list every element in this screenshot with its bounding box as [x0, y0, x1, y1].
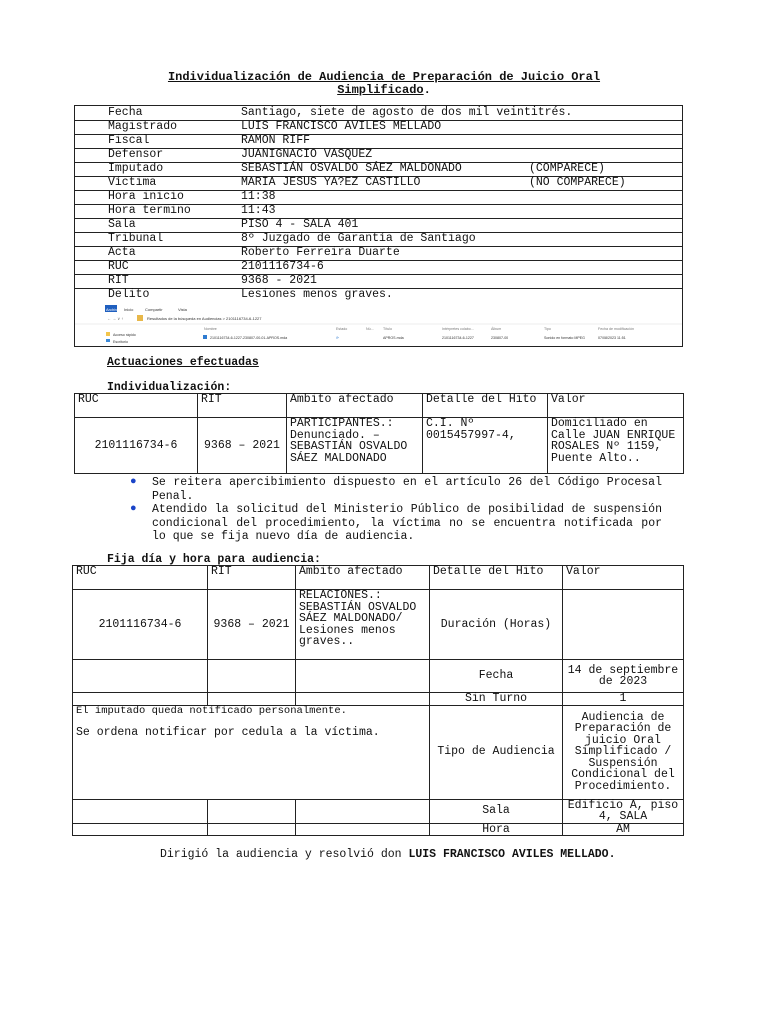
t2-tipo-label: Tipo de Audiencia [430, 705, 563, 799]
info-row [75, 218, 682, 233]
info-row [75, 106, 682, 121]
info-label: Sala [108, 218, 136, 231]
t2-header-ruc: RUC [73, 566, 208, 590]
t2-ambito: RELACIONES.: SEBASTIÁN OSVALDO SÁEZ MALDONADO/ Lesiones menos graves.. [296, 590, 430, 660]
individualizacion-heading: Individualización: [107, 381, 232, 394]
file-title: APROS.mda [383, 336, 404, 340]
footer-text: Dirigió la audiencia y resolvió don [160, 848, 402, 861]
col-nombre: Nombre [204, 327, 217, 331]
footer-judge-name: LUIS FRANCISCO AVILES MELLADO. [408, 848, 616, 861]
info-label: Defensor [108, 148, 164, 161]
file-name: 2101116734-6-1227-230807-00-01-APROS.mda [210, 336, 288, 340]
t2-note-1: El imputado queda notificado personalmente. [76, 704, 347, 717]
t2-empty [296, 693, 430, 706]
info-label: Hora inicio [108, 190, 184, 203]
footer-statement [160, 848, 616, 861]
t2-sin-turno-label: Sin Turno [430, 693, 563, 706]
info-value: RAMON RIFF [241, 134, 311, 147]
info-value: 8º Juzgado de Garantía de Santiago [241, 232, 476, 245]
info-row [75, 204, 682, 219]
info-value: 11:38 [241, 190, 276, 203]
bullet-text-1: Se reitera apercibimiento dispuesto en el artículo 26 del Código Procesal Penal. [152, 476, 662, 503]
t2-empty [73, 660, 208, 693]
info-value: MARIA JESUS YA?EZ CASTILLO [241, 176, 421, 189]
t2-empty [73, 823, 208, 836]
info-row [75, 190, 682, 205]
t1-detalle: C.I. Nº 0015457997-4, [423, 418, 548, 474]
t2-empty [296, 823, 430, 836]
explorer-desktop: Escritorio [113, 340, 128, 344]
t2-sin-turno-value: 1 [563, 693, 684, 706]
info-row [75, 134, 682, 149]
file-type: Sonido en formato MPEG [544, 336, 585, 340]
col-album: Álbum [491, 327, 502, 331]
info-label: Fiscal [108, 134, 150, 147]
t2-rit: 9368 – 2021 [208, 590, 296, 660]
bullet-list [130, 476, 662, 544]
t2-tipo-value: Audiencia de Preparación de juicio Oral Simplificado / Suspensión Condicional del Procedimiento. [563, 705, 684, 799]
document-title [0, 71, 768, 97]
bullet-item [130, 476, 662, 503]
t1-ambito: PARTICIPANTES.: Denunciado. – SEBASTIÁN OSVALDO SÁEZ MALDONADO [287, 418, 423, 474]
info-row [75, 120, 682, 135]
info-value: 11:43 [241, 204, 276, 217]
t2-empty [73, 799, 208, 823]
info-label: RUC [108, 260, 129, 273]
t2-empty [208, 693, 296, 706]
info-value: Roberto Ferreira Duarte [241, 246, 400, 259]
title-line-1: Individualización de Audiencia de Preparación de Juicio Oral [167, 70, 601, 84]
hearing-info-box [74, 105, 683, 347]
col-titulo: Título [383, 327, 392, 331]
info-row [75, 148, 682, 163]
title-line-2: Simplificado [337, 83, 424, 97]
t2-header-ambito: Ambito afectado [296, 566, 430, 590]
info-row [75, 288, 682, 303]
explorer-image [75, 302, 682, 346]
info-value: PISO 4 - SALA 401 [241, 218, 359, 231]
explorer-file-tab: Archivo [106, 307, 120, 312]
file-explorer-screenshot [75, 302, 682, 346]
info-value: 2101116734-6 [241, 260, 324, 273]
info-label: RIT [108, 274, 129, 287]
info-value: 9368 - 2021 [241, 274, 317, 287]
title-period: . [423, 83, 431, 97]
col-numero: Nú... [366, 327, 374, 331]
info-label: Fecha [108, 106, 143, 119]
t2-duracion-value [563, 590, 684, 660]
t2-notes [73, 705, 430, 799]
col-tipo: Tipo [544, 327, 551, 331]
info-value: SEBASTIÁN OSVALDO SÁEZ MALDONADO [241, 162, 462, 175]
info-label: Magistrado [108, 120, 178, 133]
t1-valor: Domiciliado en Calle JUAN ENRIQUE ROSALES Nº 1159, Puente Alto.. [548, 418, 684, 474]
explorer-tab-inicio: Inicio [124, 307, 134, 312]
col-interpretes: Intérpretes colabo... [442, 327, 474, 331]
info-label: Acta [108, 246, 136, 259]
t1-header-detalle: Detalle del Hito [423, 394, 548, 418]
bullet-dot-icon: ● [130, 476, 137, 488]
bullet-item [130, 503, 662, 544]
t2-empty [208, 799, 296, 823]
info-label: Tribunal [108, 232, 164, 245]
bullet-dot-icon: ● [130, 503, 137, 515]
t1-header-ruc: RUC [75, 394, 198, 418]
t2-empty [73, 693, 208, 706]
t1-ruc: 2101116734-6 [75, 418, 198, 474]
info-row [75, 176, 682, 191]
fija-heading: Fija día y hora para audiencia: [107, 553, 321, 566]
t2-ruc: 2101116734-6 [73, 590, 208, 660]
info-row [75, 232, 682, 247]
info-value: Santiago, siete de agosto de dos mil veintitrés. [241, 106, 573, 119]
t1-header-rit: RIT [198, 394, 287, 418]
explorer-quick-access: Acceso rápido [113, 333, 136, 337]
info-status: (COMPARECE) [529, 162, 605, 175]
t2-header-valor: Valor [563, 566, 684, 590]
bullet-text-2: Atendido la solicitud del Ministerio Público de posibilidad de suspensión condicional del procedimiento, la víctima no se encuentra notificada por lo que se fija nuevo día de audiencia. [152, 503, 662, 543]
star-icon [106, 332, 110, 336]
explorer-path: Resultados de la búsqueda en Audiencias > 2101116734-6-1227 [147, 316, 262, 321]
t1-header-ambito: Ambito afectado [287, 394, 423, 418]
info-row [75, 274, 682, 289]
t2-fecha-label: Fecha [430, 660, 563, 693]
info-row [75, 162, 682, 177]
t2-empty [208, 823, 296, 836]
info-status: (NO COMPARECE) [529, 176, 626, 189]
t2-sala-value: Edificio A, piso 4, SALA [563, 799, 684, 823]
t2-fecha-value: 14 de septiembre de 2023 [563, 660, 684, 693]
info-value: Lesiones menos graves. [241, 288, 393, 301]
col-fecha: Fecha de modificación [598, 327, 634, 331]
info-value: LUIS FRANCISCO AVILES MELLADO [241, 120, 442, 133]
info-row [75, 246, 682, 261]
t2-empty [208, 660, 296, 693]
folder-icon [137, 315, 143, 321]
file-artist: 2101116734-6-1227 [442, 336, 474, 340]
actuaciones-heading: Actuaciones efectuadas [107, 356, 259, 369]
t2-header-rit: RIT [208, 566, 296, 590]
t2-duracion: Duración (Horas) [430, 590, 563, 660]
t1-header-valor: Valor [548, 394, 684, 418]
t2-header-detalle: Detalle del Hito [430, 566, 563, 590]
t2-hora-label: Hora [430, 823, 563, 836]
audio-file-icon [203, 335, 207, 339]
explorer-tab-compartir: Compartir [145, 307, 163, 312]
file-album: 230807-00 [491, 336, 509, 340]
individualizacion-table [74, 393, 684, 474]
explorer-nav-arrows: ← → ∨ ↑ [107, 316, 124, 321]
info-label: Víctima [108, 176, 157, 189]
t1-rit: 9368 – 2021 [198, 418, 287, 474]
info-value: JUANIGNACIO VASQUEZ [241, 148, 373, 161]
t2-hora-value: AM [563, 823, 684, 836]
explorer-tab-vista: Vista [178, 307, 187, 312]
desktop-icon [106, 339, 110, 342]
sync-icon: ⟳ [336, 336, 340, 340]
info-label: Delito [108, 288, 150, 301]
info-label: Imputado [108, 162, 164, 175]
file-date: 07/08/2023 11:51 [598, 336, 626, 340]
fija-table [72, 565, 684, 836]
t2-note-2: Se ordena notificar por cedula a la víctima. [76, 726, 380, 739]
info-row [75, 260, 682, 275]
col-estado: Estado [336, 327, 348, 331]
info-label: Hora termino [108, 204, 191, 217]
t2-empty [296, 660, 430, 693]
t2-sala-label: Sala [430, 799, 563, 823]
t2-empty [296, 799, 430, 823]
